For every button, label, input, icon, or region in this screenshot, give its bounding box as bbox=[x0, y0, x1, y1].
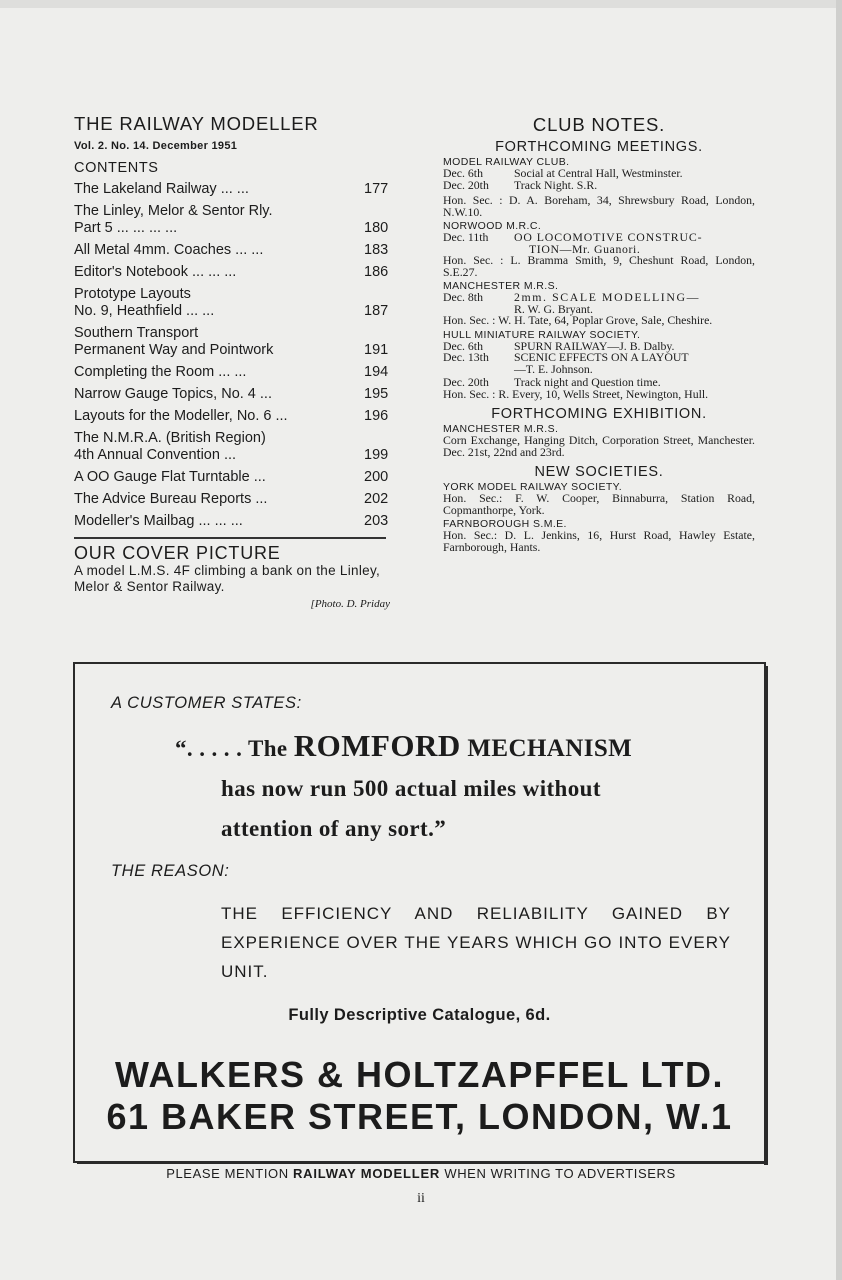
page-top-edge bbox=[0, 0, 842, 8]
contents-entry-title: Southern Transport Permanent Way and Pointwork bbox=[74, 325, 274, 358]
society-name: MANCHESTER M.R.S. bbox=[443, 280, 559, 292]
catalogue-line: Fully Descriptive Catalogue, 6d. bbox=[288, 1006, 551, 1024]
contents-heading: CONTENTS bbox=[74, 160, 159, 176]
meeting-date: Dec. 20th bbox=[443, 177, 489, 192]
contents-entry bbox=[74, 364, 390, 381]
quote-line-3: attention of any sort.” bbox=[221, 816, 447, 841]
meeting-event: 2mm. SCALE MODELLING— bbox=[514, 290, 700, 304]
contents-list bbox=[74, 181, 390, 530]
quote-opening: “. . . . . The bbox=[175, 736, 294, 761]
customer-quote bbox=[175, 726, 735, 849]
meeting-event: OO LOCOMOTIVE CONSTRUC- bbox=[514, 230, 703, 244]
contents-entry-page: 200 bbox=[364, 469, 389, 485]
society-name: YORK MODEL RAILWAY SOCIETY. bbox=[443, 481, 623, 493]
meeting-event: Social at Central Hall, Westminster. bbox=[514, 166, 683, 180]
contents-entry-title: The Lakeland Railway ... ... bbox=[74, 181, 249, 197]
contents-entry-page: 177 bbox=[364, 181, 389, 197]
contents-entry bbox=[74, 286, 390, 320]
contents-entry-title: The Advice Bureau Reports ... bbox=[74, 491, 268, 507]
reason-text: THE EFFICIENCY AND RELIABILITY GAINED BY EXPERIENCE OVER THE YEARS WHICH GO INTO EVERY UNIT. bbox=[221, 904, 731, 981]
company-line-1: WALKERS & HOLTZAPFFEL LTD. bbox=[115, 1054, 724, 1095]
meeting-row bbox=[443, 177, 755, 192]
meeting-event: SPURN RAILWAY—J. B. Dalby. bbox=[514, 338, 675, 353]
page-number: ii bbox=[417, 1191, 425, 1206]
reason-label: THE REASON: bbox=[111, 862, 230, 880]
meeting-event: SCENIC EFFECTS ON A LAYOUT bbox=[514, 350, 689, 364]
meeting-event: Track Night. S.R. bbox=[514, 177, 598, 192]
meetings-heading: FORTHCOMING MEETINGS. bbox=[495, 139, 703, 155]
volume-line: Vol. 2. No. 14. December 1951 bbox=[74, 140, 238, 152]
club-notes-column bbox=[443, 114, 755, 553]
meeting-date: Dec. 6th bbox=[443, 166, 483, 180]
contents-entry bbox=[74, 242, 390, 259]
romford-advert bbox=[73, 662, 766, 1163]
hon-sec: Hon. Sec. : W. H. Tate, 64, Poplar Grove, Sale, Cheshire. bbox=[443, 313, 713, 327]
magazine-title: THE RAILWAY MODELLER bbox=[74, 113, 319, 134]
contents-entry bbox=[74, 430, 390, 464]
contents-entry bbox=[74, 513, 390, 530]
cover-heading: OUR COVER PICTURE bbox=[74, 543, 281, 563]
exhibition-details: Corn Exchange, Hanging Ditch, Corporation Street, Manchester. Dec. 21st, 22nd and 23rd. bbox=[443, 433, 755, 459]
company-line-2: 61 BAKER STREET, LONDON, W.1 bbox=[106, 1096, 733, 1137]
contents-entry-page: 195 bbox=[364, 386, 389, 402]
hon-sec: Hon. Sec.: D. L. Jenkins, 16, Hurst Road, Hawley Estate, Farnborough, Hants. bbox=[443, 528, 755, 554]
contents-entry bbox=[74, 264, 390, 281]
society-name: FARNBOROUGH S.M.E. bbox=[443, 518, 567, 530]
meeting-event: Track night and Question time. bbox=[514, 375, 661, 389]
contents-entry-page: 202 bbox=[364, 491, 389, 507]
photo-credit: [Photo. D. Priday bbox=[310, 598, 390, 610]
meeting-date: Dec. 11th bbox=[443, 230, 489, 244]
footer-pre: PLEASE MENTION bbox=[166, 1166, 293, 1181]
contents-entry-title: The Linley, Melor & Sentor Rly. Part 5 ... ... ... ... bbox=[74, 203, 273, 236]
new-societies-heading: NEW SOCIETIES. bbox=[534, 464, 664, 480]
company-name bbox=[75, 1054, 764, 1138]
contents-entry bbox=[74, 203, 390, 237]
contents-entry bbox=[74, 325, 390, 359]
contents-entry-page: 180 bbox=[364, 220, 389, 236]
contents-entry-page: 203 bbox=[364, 513, 389, 529]
contents-entry-title: The N.M.R.A. (British Region) 4th Annual Convention ... bbox=[74, 430, 266, 463]
meeting-date: Dec. 13th bbox=[443, 350, 489, 364]
contents-entry-title: Modeller's Mailbag ... ... ... bbox=[74, 513, 243, 529]
cover-caption: A model L.M.S. 4F climbing a bank on the Linley, Melor & Sentor Railway. bbox=[74, 563, 381, 594]
contents-entry-page: 183 bbox=[364, 242, 389, 258]
contents-column bbox=[74, 112, 390, 610]
contents-entry bbox=[74, 469, 390, 486]
contents-entry-page: 186 bbox=[364, 264, 389, 280]
contents-entry-title: All Metal 4mm. Coaches ... ... bbox=[74, 242, 264, 258]
club-notes-heading: CLUB NOTES. bbox=[532, 114, 666, 135]
advertiser-footer bbox=[0, 1166, 842, 1181]
society-name: NORWOOD M.R.C. bbox=[443, 220, 542, 232]
meeting-event-continued: —T. E. Johnson. bbox=[514, 361, 593, 376]
contents-entry-title: A OO Gauge Flat Turntable ... bbox=[74, 469, 266, 485]
quote-mechanism: MECHANISM bbox=[460, 735, 633, 762]
contents-entry-title: Layouts for the Modeller, No. 6 ... bbox=[74, 408, 288, 424]
exhibition-heading: FORTHCOMING EXHIBITION. bbox=[491, 406, 707, 422]
meeting-row bbox=[443, 168, 755, 180]
meeting-date: Dec. 20th bbox=[443, 375, 489, 389]
hon-sec: Hon. Sec.: F. W. Cooper, Binnaburra, Station Road, Copmanthorpe, York. bbox=[443, 491, 755, 517]
contents-entry-page: 187 bbox=[364, 303, 389, 319]
meeting-event-continued: TION—Mr. Guanori. bbox=[529, 241, 641, 256]
contents-entry bbox=[74, 491, 390, 508]
footer-brand: RAILWAY MODELLER bbox=[292, 1166, 441, 1181]
hon-sec: Hon. Sec. : D. A. Boreham, 34, Shrewsbury Road, London, N.W.10. bbox=[443, 193, 755, 219]
quote-brand: ROMFORD bbox=[293, 728, 461, 763]
page-right-edge bbox=[836, 0, 842, 1280]
contents-entry-title: Narrow Gauge Topics, No. 4 ... bbox=[74, 386, 272, 402]
meeting-row bbox=[443, 352, 755, 364]
contents-entry-title: Editor's Notebook ... ... ... bbox=[74, 264, 237, 280]
contents-entry-page: 191 bbox=[364, 342, 389, 358]
cover-divider bbox=[74, 537, 386, 539]
society-name: MODEL RAILWAY CLUB. bbox=[443, 156, 570, 168]
contents-entry-page: 194 bbox=[364, 364, 389, 380]
contents-entry bbox=[74, 408, 390, 425]
contents-entry bbox=[74, 386, 390, 403]
contents-entry-page: 196 bbox=[364, 408, 389, 424]
meeting-row bbox=[443, 292, 755, 304]
contents-entry-title: Completing the Room ... ... bbox=[74, 364, 247, 380]
society-name: HULL MINIATURE RAILWAY SOCIETY. bbox=[443, 328, 641, 341]
hon-sec: Hon. Sec. : L. Bramma Smith, 9, Cheshunt Road, London, S.E.27. bbox=[443, 253, 755, 279]
society-name: MANCHESTER M.R.S. bbox=[443, 423, 559, 435]
footer-post: WHEN WRITING TO ADVERTISERS bbox=[440, 1166, 676, 1181]
contents-entry-title: Prototype Layouts No. 9, Heathfield ... ... bbox=[74, 286, 215, 319]
meeting-date: Dec. 8th bbox=[443, 290, 483, 304]
contents-entry-page: 199 bbox=[364, 447, 389, 463]
customer-states-label: A CUSTOMER STATES: bbox=[111, 694, 302, 712]
contents-entry bbox=[74, 181, 390, 198]
hon-sec: Hon. Sec. : R. Every, 10, Wells Street, Newington, Hull. bbox=[443, 386, 709, 401]
meeting-event-continued: R. W. G. Bryant. bbox=[514, 301, 593, 316]
meeting-date: Dec. 6th bbox=[443, 338, 483, 353]
quote-line-2: has now run 500 actual miles without bbox=[221, 776, 601, 801]
